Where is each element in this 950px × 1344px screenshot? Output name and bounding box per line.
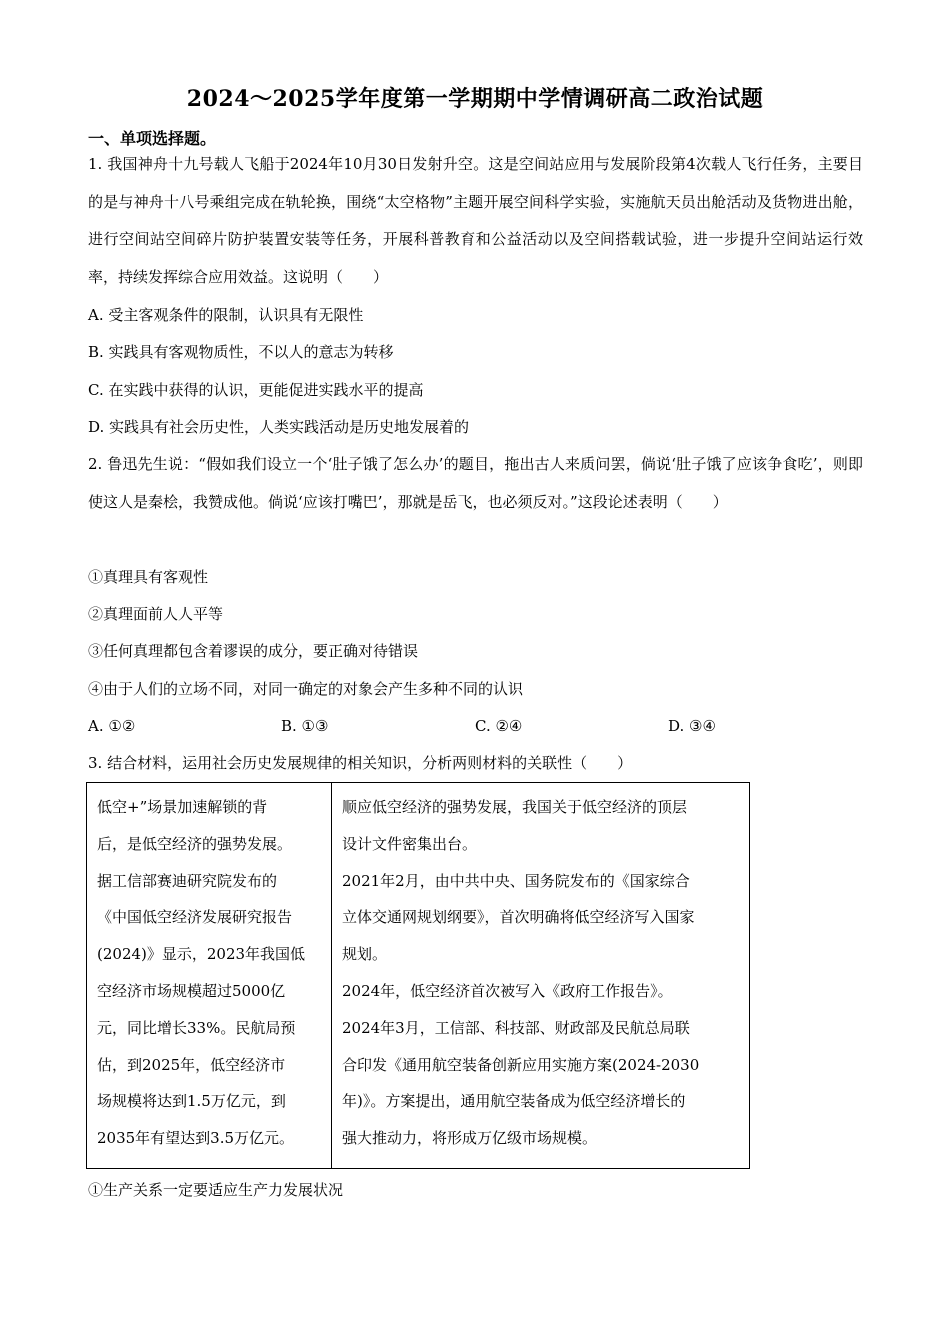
material-left-line: 后，是低空经济的强势发展。 bbox=[97, 834, 293, 853]
question-1-option-a: A. 受主客观条件的限制，认识具有无限性 bbox=[88, 306, 364, 324]
material-left-line: 2035年有望达到3.5万亿元。 bbox=[97, 1129, 295, 1148]
question-2-statement-1: ①真理具有客观性 bbox=[88, 568, 209, 586]
material-right-line: 2024年3月，工信部、科技部、财政部及民航总局联 bbox=[342, 1018, 690, 1037]
material-right-line: 顺应低空经济的强势发展，我国关于低空经济的顶层 bbox=[342, 798, 688, 816]
question-2-option-c: C. ②④ bbox=[475, 717, 523, 735]
question-1-option-d: D. 实践具有社会历史性，人类实践活动是历史地发展着的 bbox=[88, 418, 470, 436]
material-left-line: 低空+”场景加速解锁的背 bbox=[97, 798, 268, 816]
material-left-line: 据工信部赛迪研究院发布的 bbox=[97, 871, 278, 890]
question-2-option-d: D. ③④ bbox=[668, 717, 716, 735]
material-left-line: 元，同比增长33%。民航局预 bbox=[97, 1018, 296, 1037]
material-right-line: 年)》。方案提出，通用航空装备成为低空经济增长的 bbox=[342, 1092, 686, 1111]
question-2-stem: 2. 鲁迅先生说：“假如我们设立一个‘肚子饿了怎么办’的题目，拖出古人来质问罢，倘说‘肚子饿了应该争食吃’，则即使这人是秦桧，我赞成他。倘说‘应该打嘴巴’，那就是岳飞，也必须反对。”这段论述表明（ ） bbox=[88, 455, 863, 511]
material-left-line: 估，到2025年，低空经济市 bbox=[97, 1055, 286, 1074]
question-3-statement-1: ①生产关系一定要适应生产力发展状况 bbox=[88, 1181, 344, 1199]
material-left-cell bbox=[87, 783, 332, 1169]
material-right-line: 设计文件密集出台。 bbox=[342, 834, 478, 853]
material-right-line: 2021年2月，由中共中央、国务院发布的《国家综合 bbox=[342, 871, 690, 890]
material-left-line: 场规模将达到1.5万亿元，到 bbox=[97, 1092, 286, 1111]
question-1-option-c: C. 在实践中获得的认识，更能促进实践水平的提高 bbox=[88, 381, 424, 399]
exam-title: 2024～2025学年度第一学期期中学情调研高二政治试题 bbox=[186, 86, 764, 112]
material-right-line: 2024年，低空经济首次被写入《政府工作报告》。 bbox=[342, 981, 673, 1000]
question-2-option-b: B. ①③ bbox=[281, 717, 329, 735]
material-right-line: 规划。 bbox=[342, 945, 388, 964]
question-3-stem: 3. 结合材料，运用社会历史发展规律的相关知识，分析两则材料的关联性（ ） bbox=[88, 754, 633, 772]
material-table bbox=[86, 782, 750, 1169]
question-2-statement-3: ③任何真理都包含着谬误的成分，要正确对待错误 bbox=[88, 642, 419, 660]
section-heading: 一、单项选择题。 bbox=[88, 129, 217, 148]
material-left-line: (2024)》显示，2023年我国低 bbox=[97, 945, 306, 964]
material-right-line: 强大推动力，将形成万亿级市场规模。 bbox=[342, 1129, 598, 1148]
question-2-statement-4: ④由于人们的立场不同，对同一确定的对象会产生多种不同的认识 bbox=[88, 680, 524, 698]
question-1-stem: 1. 我国神舟十九号载人飞船于2024年10月30日发射升空。这是空间站应用与发展阶段第4次载人飞行任务，主要目的是与神舟十八号乘组完成在轨轮换，围绕“太空格物”主题开展空间科学实验，实施航天员出舱活动及货物进出舱，进行空间站空间碎片防护装置安装等任务，开展科普教育和公益活动以及空间搭载试验，进一步提升空间站运行效率，持续发挥综合应用效益。这说明（ ） bbox=[88, 155, 863, 286]
material-right-line: 合印发《通用航空装备创新应用实施方案(2024-2030 bbox=[342, 1055, 700, 1074]
question-2-statement-2: ②真理面前人人平等 bbox=[88, 605, 224, 623]
material-right-cell bbox=[332, 783, 750, 1169]
material-right-line: 立体交通网规划纲要》，首次明确将低空经济写入国家 bbox=[342, 908, 695, 927]
question-2-option-a: A. ①② bbox=[88, 717, 136, 735]
question-1-option-b: B. 实践具有客观物质性，不以人的意志为转移 bbox=[88, 343, 394, 361]
material-left-line: 空经济市场规模超过5000亿 bbox=[97, 981, 286, 1000]
material-left-line: 《中国低空经济发展研究报告 bbox=[97, 908, 293, 927]
